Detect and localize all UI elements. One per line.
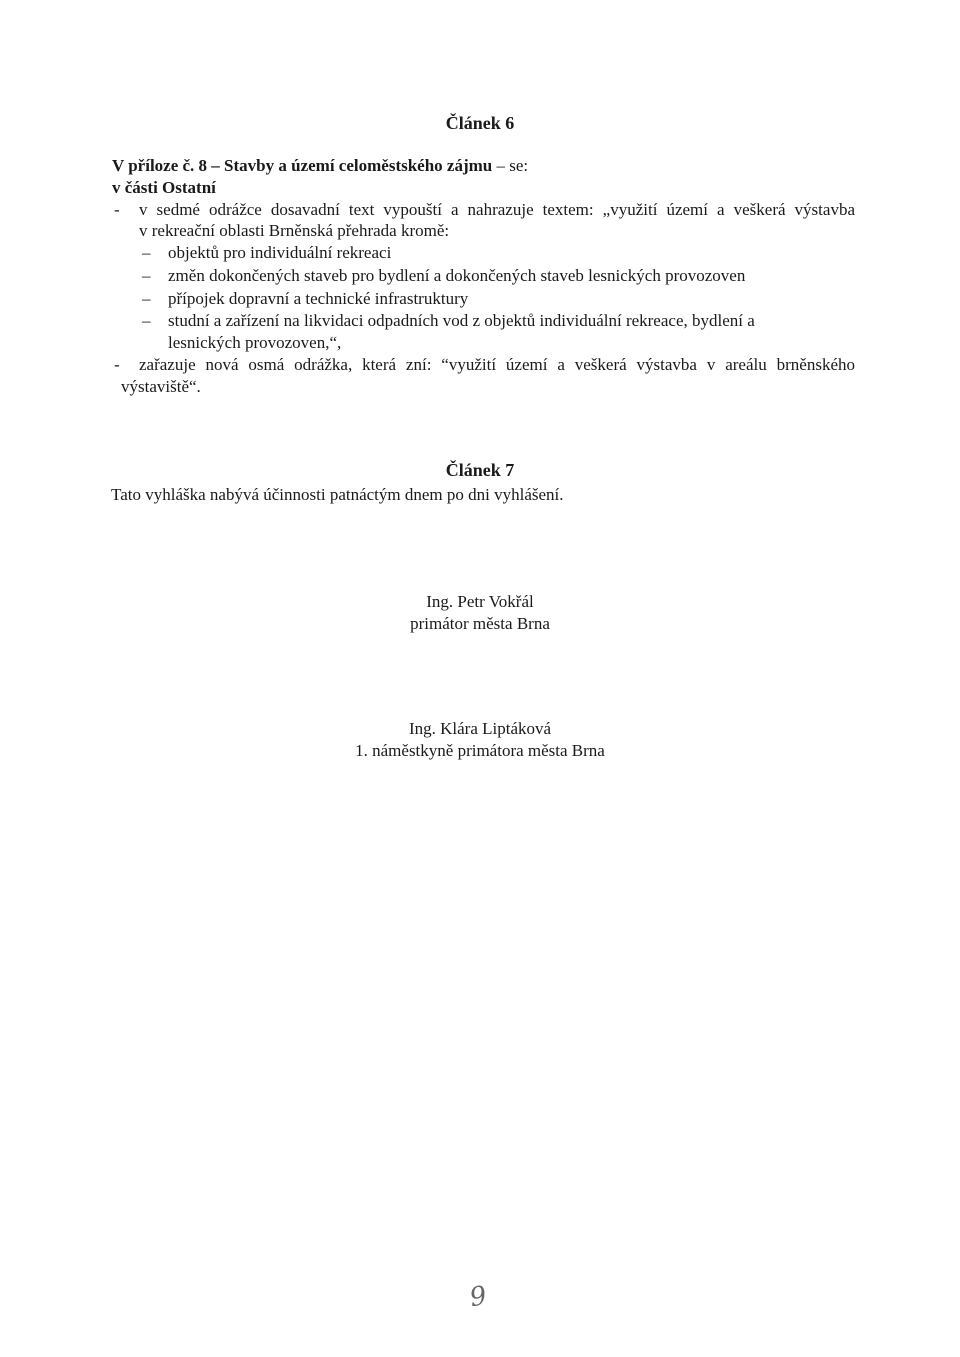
- subitem-dash: –: [142, 311, 151, 330]
- item1-dash: -: [114, 200, 120, 219]
- article-6-heading: Článek 6: [445, 113, 515, 133]
- subitem-2: změn dokončených staveb pro bydlení a dokončených staveb lesnických provozoven: [168, 266, 746, 285]
- signatory-1-title: primátor města Brna: [410, 614, 550, 633]
- item2-dash: -: [114, 355, 120, 374]
- section-label: v části Ostatní: [112, 178, 216, 197]
- intro-bold: V příloze č. 8 – Stavby a území celoměstského zájmu: [112, 156, 493, 175]
- article-7-heading: Článek 7: [445, 460, 515, 480]
- article-7-text: Tato vyhláška nabývá účinnosti patnáctým dnem po dni vyhlášení.: [111, 485, 564, 504]
- intro-rest: – se:: [492, 156, 529, 175]
- subitem-4-line2: lesnických provozoven,“,: [168, 333, 342, 352]
- subitem-dash: –: [142, 289, 151, 308]
- item2-line2: výstaviště“.: [121, 377, 201, 396]
- subitem-dash: –: [142, 266, 151, 285]
- subitem-1: objektů pro individuální rekreaci: [168, 243, 392, 262]
- article-6-intro: [112, 155, 528, 177]
- item2-line1: zařazuje nová osmá odrážka, která zní: “využití území a veškerá výstavba v areálu brněnského: [139, 355, 855, 374]
- subitem-4-line1: studní a zařízení na likvidaci odpadních vod z objektů individuální rekreace, bydlení a: [168, 311, 755, 330]
- signatory-2-name: Ing. Klára Liptáková: [408, 719, 552, 738]
- subitem-dash: –: [142, 243, 151, 262]
- item1-line1: v sedmé odrážce dosavadní text vypouští a nahrazuje textem: „využití území a veškerá výstavba: [139, 200, 855, 219]
- item1-line2: v rekreační oblasti Brněnská přehrada kromě:: [139, 221, 450, 240]
- signatory-1-name: Ing. Petr Vokřál: [426, 592, 534, 611]
- signatory-2-title: 1. náměstkyně primátora města Brna: [355, 741, 605, 760]
- subitem-3: přípojek dopravní a technické infrastruktury: [168, 289, 469, 308]
- page-number: 9: [467, 1280, 490, 1314]
